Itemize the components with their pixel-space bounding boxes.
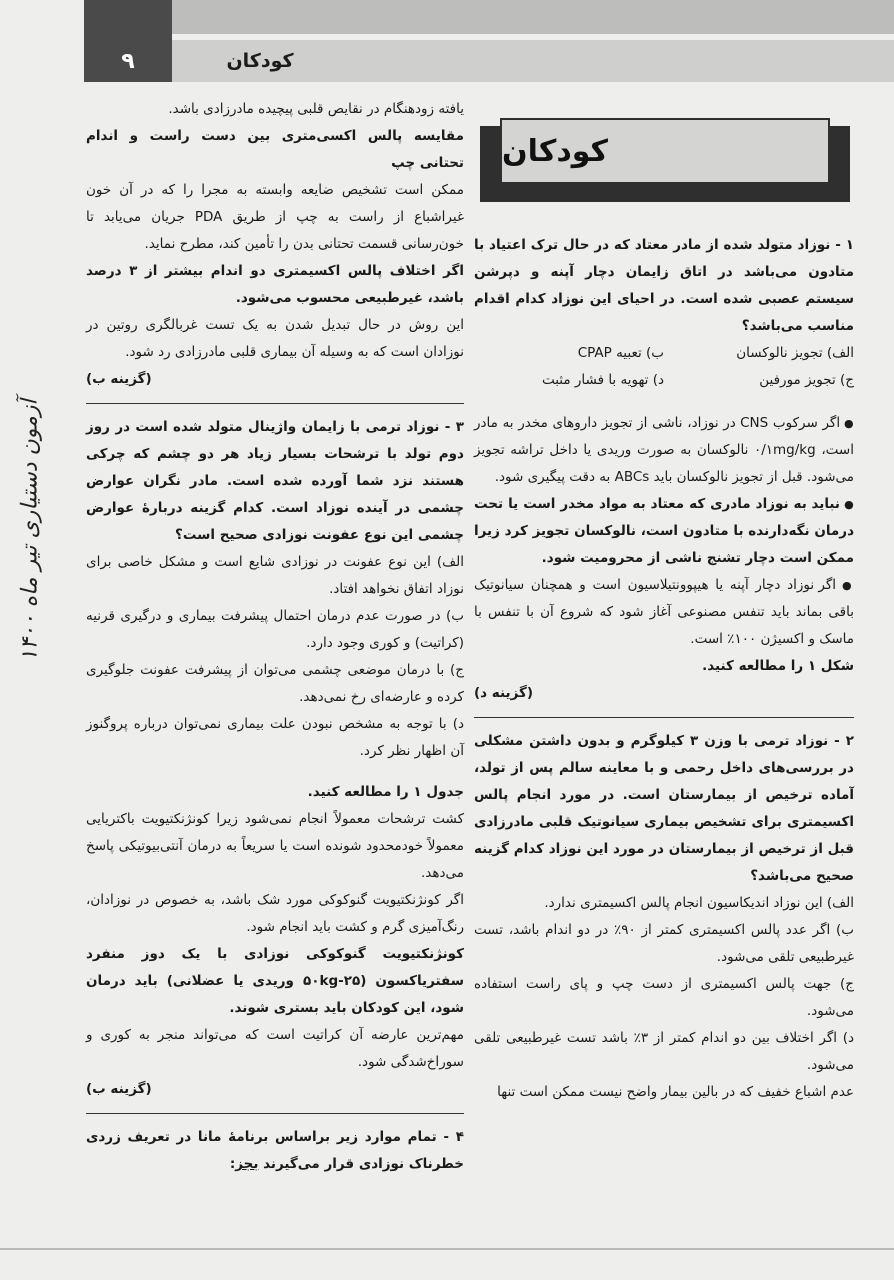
option-a: الف) تجویز نالوکسان bbox=[736, 345, 854, 361]
paragraph: اگر کونژنکتیویت گنوکوکی مورد شک باشد، به خصوص در نوزادان، رنگ‌آمیزی گرم و کشت باید انجام شود. bbox=[86, 892, 464, 935]
option: د) با توجه به مشخص نبودن علت بیماری نمی‌توان درباره پروگنوز آن اظهار نظر کرد. bbox=[86, 716, 464, 759]
side-strip bbox=[0, 90, 78, 1240]
spacer bbox=[474, 394, 854, 410]
option-d: د) تهویه با فشار مثبت bbox=[541, 372, 664, 388]
section-title: کودکان bbox=[226, 50, 294, 72]
chapter-banner bbox=[480, 118, 850, 202]
bold-paragraph: اگر اختلاف پالس اکسیمتری دو اندام بیشتر از ۳ درصد باشد، غیرطبیعی محسوب می‌شود. bbox=[86, 263, 464, 306]
option-b: ب) تعبیه CPAP bbox=[577, 345, 664, 361]
table-reference: جدول ۱ را مطالعه کنید. bbox=[307, 784, 464, 800]
answer-label: (گزینه د) bbox=[474, 685, 533, 701]
left-column bbox=[86, 96, 464, 1178]
option: ج) جهت پالس اکسیمتری از دست چپ و پای راست استفاده می‌شود. bbox=[474, 976, 854, 1019]
page-number: ۹ bbox=[84, 0, 172, 82]
question-4-colon: : bbox=[229, 1156, 236, 1172]
explanation-bullet: ● اگر نوزاد دچار آپنه یا هیپوونتیلاسیون است و همچنان سیانوتیک باقی بماند باید تنفس مصنوعی آغاز شود که شروع آن با تنفس با ماسک و اکسیژن ۱۰۰٪ است. bbox=[474, 572, 854, 653]
option: ب) اگر عدد پالس اکسیمتری کمتر از ۹۰٪ در دو اندام باشد، تست غیرطبیعی تلقی می‌شود. bbox=[474, 922, 855, 965]
figure-reference: شکل ۱ را مطالعه کنید. bbox=[702, 658, 854, 674]
bold-paragraph: کونژنکتیویت گنوکوکی نوزادی با یک دوز منفرد سفتریاکسون (۲۵-۵۰kg وریدی یا عضلانی) باید درمان شود، این کودکان باید بستری شوند. bbox=[86, 946, 465, 1016]
option: ب) در صورت عدم درمان احتمال پیشرفت بیماری و درگیری قرنیه (کراتیت) و کوری وجود دارد. bbox=[86, 608, 464, 651]
question-4 bbox=[86, 1124, 464, 1178]
paragraph: کشت ترشحات معمولاً انجام نمی‌شود زیرا کونژنکتیویت باکتریایی معمولاً خودمحدود شونده است یا سریعاً به درمان آنتی‌بیوتیکی پاسخ می‌دهد. bbox=[86, 811, 464, 881]
bottom-rule bbox=[0, 1248, 894, 1250]
question-2: ۲ - نوزاد ترمی با وزن ۳ کیلوگرم و بدون داشتن مشکلی در بررسی‌های داخل رحمی و با معاینه سالم پس از تولد، آماده ترخیص از بیمارستان است. در مورد انجام پالس اکسیمتری برای تشخیص بیماری سیانوتیک قلبی مادرزادی قبل از ترخیص از بیمارستان در مورد این نوزاد کدام گزینه صحیح می‌باشد؟ bbox=[474, 733, 854, 884]
option: الف) این نوزاد اندیکاسیون انجام پالس اکسیمتری ندارد. bbox=[544, 895, 854, 911]
option-c: ج) تجویز مورفین bbox=[759, 372, 854, 388]
paragraph: مهم‌ترین عارضه آن کراتیت است که می‌تواند منجر به کوری و سوراخ‌شدگی شود. bbox=[86, 1027, 464, 1070]
option: ج) با درمان موضعی چشمی می‌توان از پیشرفت عفونت جلوگیری کرده و عارضه‌ای رخ نمی‌دهد. bbox=[86, 662, 464, 705]
side-title bbox=[10, 250, 50, 810]
paragraph: عدم اشباع خفیف که در بالین بیمار واضح نیست ممکن است تنها bbox=[497, 1084, 854, 1100]
question-3: ۳ - نوزاد ترمی با زایمان واژینال متولد شده است در روز دوم تولد با ترشحات بسیار زیاد هر دو چشم که چرکی هستند نزد شما آورده شده است. مادر نگران عوارض چشمی در آینده نوزاد است. کدام گزینه دربارهٔ عوارض چشمی این نوع عفونت نوزادی صحیح است؟ bbox=[86, 419, 464, 543]
answer-label: (گزینه ب) bbox=[86, 1081, 152, 1097]
explanation-bullet: ● نباید به نوزاد مادری که معتاد به مواد مخدر است یا تحت درمان نگه‌دارنده با متادون است، نالوکسان تجویز کرد زیرا ممکن است دچار تشنج ناشی از محرومیت شود. bbox=[474, 491, 854, 572]
question-4-except: بجز bbox=[235, 1156, 259, 1172]
spacer bbox=[86, 765, 464, 779]
header-top-band bbox=[172, 0, 894, 34]
paragraph: ممکن است تشخیص ضایعه وابسته به مجرا را که در آن خون غیراشباع از راست به چپ از طریق PDA جریان می‌یابد تا خون‌رسانی قسمت تحتانی بدن را تأمین کند، مطرح نماید. bbox=[86, 182, 464, 252]
bold-heading: مقایسه پالس اکسی‌متری بین دست راست و اندام تحتانی چپ bbox=[86, 128, 464, 171]
divider bbox=[86, 1113, 464, 1114]
explanation-bullet: ● اگر سرکوب CNS در نوزاد، ناشی از تجویز داروهای مخدر به مادر است، ۰/۱mg/kg نالوکسان به صورت وریدی یا داخل تراشه تجویز می‌شود. قبل از تجویز نالوکسان باید ABCs به دقت پیگیری شود. bbox=[474, 410, 854, 491]
answer-label: (گزینه ب) bbox=[86, 371, 152, 387]
divider bbox=[474, 717, 854, 718]
paragraph: این روش در حال تبدیل شدن به یک تست غربالگری روتین در نوزادان است که به وسیله آن بیماری قلبی مادرزادی رد شود. bbox=[86, 317, 464, 360]
side-title-text: آزمون دستیاری تیر ماه ۱۴۰۰ bbox=[17, 398, 43, 662]
divider bbox=[86, 403, 464, 404]
question-1-options bbox=[474, 340, 854, 394]
paragraph: یافته زودهنگام در نقایص قلبی پیچیده مادرزادی باشد. bbox=[168, 101, 464, 117]
option: الف) این نوع عفونت در نوزادی شایع است و مشکل خاصی برای نوزاد اتفاق نخواهد افتاد. bbox=[86, 554, 464, 597]
banner-title: کودکان bbox=[500, 118, 830, 184]
question-1: ۱ - نوزاد متولد شده از مادر معتاد که در حال ترک اعتیاد با متادون می‌باشد در اتاق زایمان دچار آپنه و دپرشن سیستم عصبی شده است. در احیای این نوزاد کدام اقدام مناسب می‌باشد؟ bbox=[474, 237, 854, 334]
option: د) اگر اختلاف بین دو اندام کمتر از ۳٪ باشد تست غیرطبیعی تلقی می‌شود. bbox=[474, 1030, 854, 1073]
right-column bbox=[474, 232, 854, 1106]
question-4-text: ۴ - تمام موارد زیر براساس برنامهٔ مانا در تعریف زردی خطرناک نوزادی قرار می‌گیرند bbox=[86, 1129, 464, 1172]
